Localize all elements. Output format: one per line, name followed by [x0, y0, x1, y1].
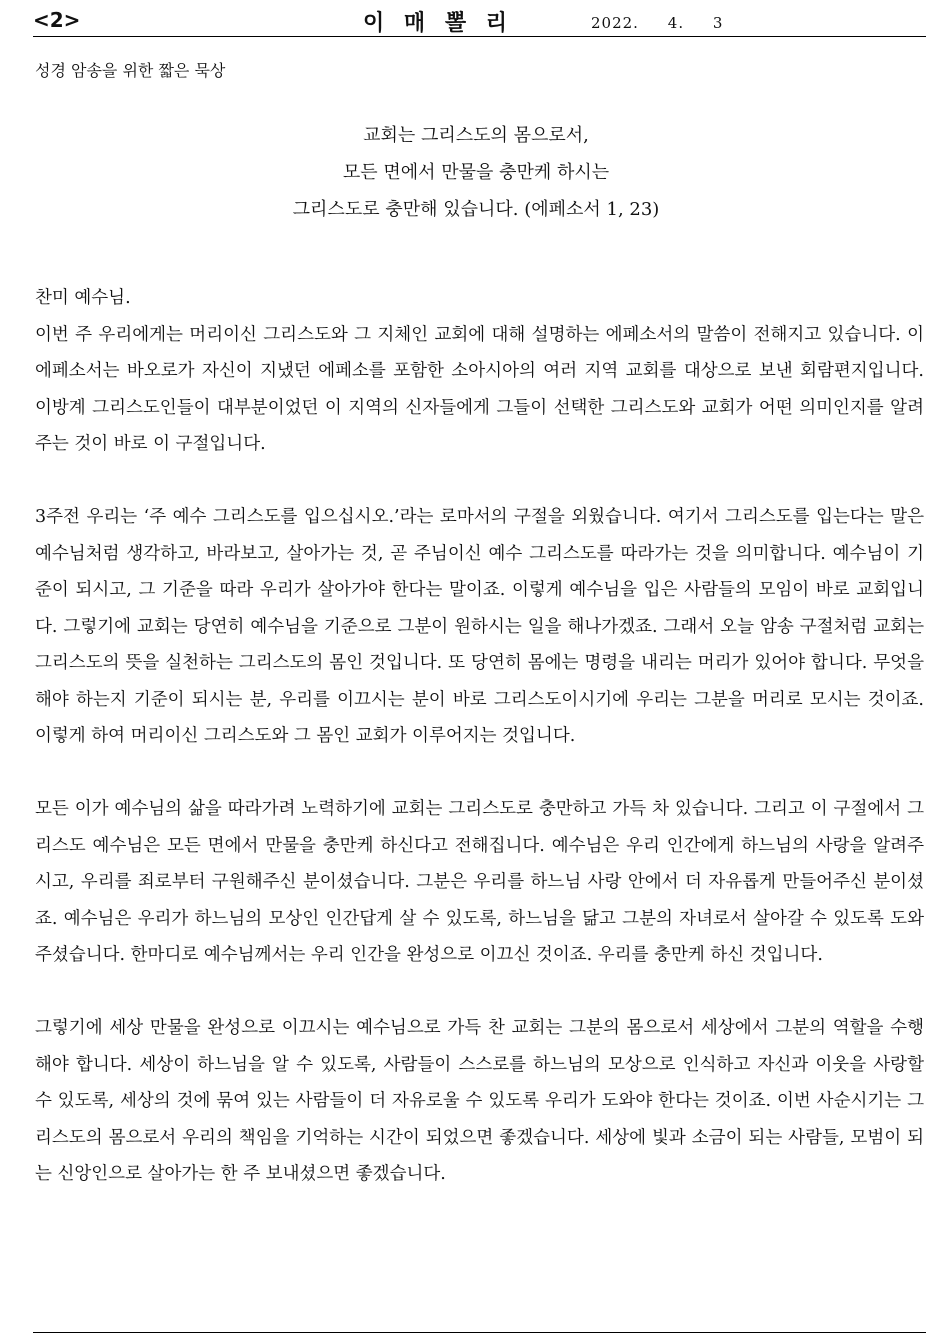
body-paragraph: 모든 이가 예수님의 삶을 따라가려 노력하기에 교회는 그리스도로 충만하고 가득 차 있습니다. 그리고 이 구절에서 그리스도 예수님은 모든 면에서 만물을 충만케 하신다고 전해집니다. 예수님은 우리 인간에게 하느님의 사랑을 알려주시고, 우리를 죄로부터 구원해주신 분이셨습니다. 그분은 우리를 하느님 사랑 안에서 더 자유롭게 만들어주신 분이셨죠. 예수님은 우리가 하느님의 모상인 인간답게 살 수 있도록, 하느님을 닮고 그분의 자녀로서 살아갈 수 있도록 도와주셨습니다. 한마디로 예수님께서는 우리 인간을 완성으로 이끄신 것이죠. 우리를 충만케 하신 것입니다. [35, 799, 924, 965]
memory-verse [0, 117, 952, 228]
verse-line: 모든 면에서 만물을 충만케 하시는 [342, 162, 610, 183]
section-subtitle: 성경 암송을 위한 짧은 묵상 [35, 61, 226, 80]
meditation-body [35, 280, 924, 1229]
footer-divider [33, 1332, 926, 1333]
body-paragraph: 찬미 예수님. 이번 주 우리에게는 머리이신 그리스도와 그 지체인 교회에 대해 설명하는 에페소서의 말씀이 전해지고 있습니다. 이 에페소서는 바오로가 자신이 지냈던 에페소를 포함한 소아시아의 여러 지역 교회를 대상으로 보낸 회람편지입니다. 이방계 그리스도인들이 대부분이었던 이 지역의 신자들에게 그들이 선택한 그리스도와 교회가 어떤 의미인지를 알려주는 것이 바로 이 구절입니다. [35, 288, 924, 454]
page-number: <2> [33, 8, 81, 32]
body-paragraph: 그렇기에 세상 만물을 완성으로 이끄시는 예수님으로 가득 찬 교회는 그분의 몸으로서 세상에서 그분의 역할을 수행해야 합니다. 세상이 하느님을 알 수 있도록, 사람들이 스스로를 하느님의 모상으로 인식하고 자신과 이웃을 사랑할 수 있도록, 세상의 것에 묶여 있는 사람들이 더 자유로울 수 있도록 우리가 도와야 한다는 것이죠. 이번 사순시기는 그리스도의 몸으로서 우리의 책임을 기억하는 시간이 되었으면 좋겠습니다. 세상에 빛과 소금이 되는 사람들, 모범이 되는 신앙인으로 살아가는 한 주 보내셨으면 좋겠습니다. [35, 1018, 924, 1184]
issue-date: 2022. 4. 3 [591, 14, 724, 32]
verse-line: 그리스도로 충만해 있습니다. (에페소서 1, 23) [292, 199, 660, 220]
header-divider [33, 36, 926, 37]
page-header [33, 6, 926, 36]
body-paragraph: 3주전 우리는 ‘주 예수 그리스도를 입으십시오.’라는 로마서의 구절을 외웠습니다. 여기서 그리스도를 입는다는 말은 예수님처럼 생각하고, 바라보고, 살아가는 것, 곧 주님이신 예수 그리스도를 따라가는 것을 의미합니다. 예수님이 기준이 되시고, 그 기준을 따라 우리가 살아가야 한다는 말이죠. 이렇게 예수님을 입은 사람들의 모임이 바로 교회입니다. 그렇기에 교회는 당연히 예수님을 기준으로 그분이 원하시는 일을 해나가겠죠. 그래서 오늘 암송 구절처럼 교회는 그리스도의 뜻을 실천하는 그리스도의 몸인 것입니다. 또 당연히 몸에는 명령을 내리는 머리가 있어야 합니다. 무엇을 해야 하는지 기준이 되시는 분, 우리를 이끄시는 분이 바로 그리스도이시기에 우리는 그분을 머리로 모시는 것이죠. 이렇게 하여 머리이신 그리스도와 그 몸인 교회가 이루어지는 것입니다. [35, 507, 924, 746]
newsletter-title: 이 매 뽈 리 [363, 11, 513, 36]
verse-line: 교회는 그리스도의 몸으로서, [363, 125, 589, 146]
